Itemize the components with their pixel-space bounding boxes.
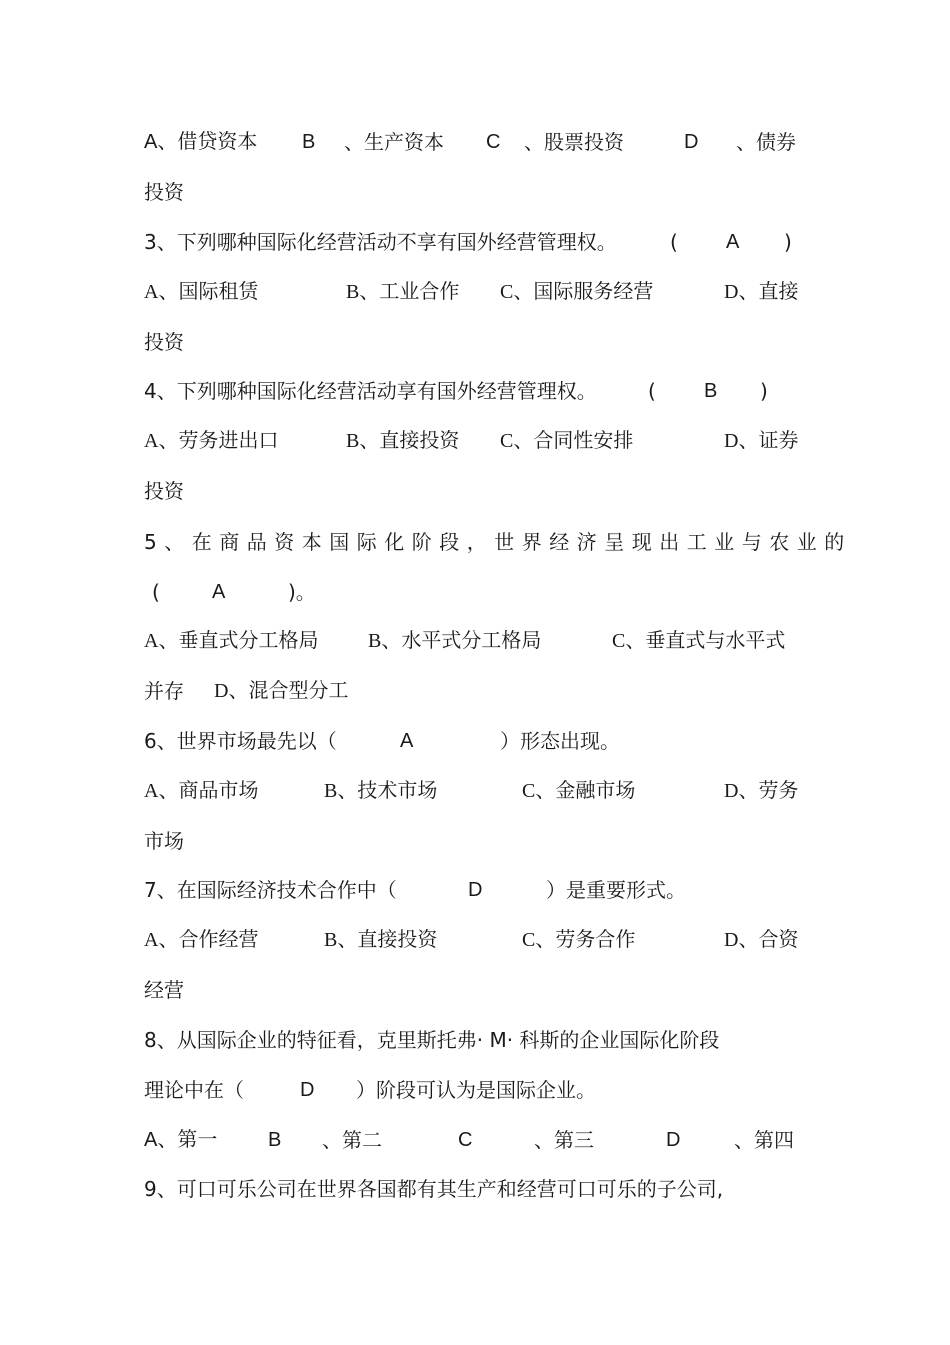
option-b: B、技术市场 — [324, 780, 438, 802]
option-d-letter: D — [666, 1129, 681, 1151]
q5-options-line — [144, 625, 809, 657]
option-c-text-wrap: 并存 — [144, 679, 184, 703]
answer-letter: D — [468, 879, 483, 901]
option-d-text-wrap: 投资 — [144, 180, 184, 204]
question-4 — [144, 375, 809, 407]
question-text: 5、在商品资本国际化阶段，世界经济呈现出工业与农业的 — [144, 530, 852, 554]
question-text: 9、可口可乐公司在世界各国都有其生产和经营可口可乐的子公司, — [144, 1177, 724, 1201]
option-c-letter: C — [458, 1129, 473, 1151]
question-text: 8、从国际企业的特征看，克里斯托弗· M· 科斯的企业国际化阶段 — [144, 1028, 720, 1052]
question-text-start: 理论中在（ — [144, 1078, 244, 1102]
q7-options-line — [144, 924, 809, 956]
answer-close-paren: ) — [784, 230, 792, 254]
option-a: A、劳务进出口 — [144, 430, 279, 452]
option-c: C、国际服务经营 — [500, 281, 654, 303]
question-text-start: 6、世界市场最先以（ — [144, 729, 337, 753]
option-d-text-wrap: 经营 — [144, 978, 184, 1002]
q5-options-continued — [144, 675, 809, 707]
option-c-text: 、第三 — [534, 1128, 594, 1152]
q2-options-continued — [144, 176, 809, 208]
answer-close-paren: )。 — [288, 580, 316, 604]
option-b-text: 、第二 — [322, 1128, 382, 1152]
option-d: D、直接 — [724, 281, 799, 303]
option-b-text: 、生产资本 — [344, 130, 444, 154]
question-text-end: ）是重要形式。 — [546, 878, 686, 902]
answer-open-paren: ( — [670, 230, 678, 254]
option-c: C、金融市场 — [522, 780, 636, 802]
answer-letter: D — [300, 1079, 315, 1101]
q2-options-line — [144, 126, 809, 158]
q6-options-continued — [144, 825, 809, 857]
answer-close-paren: ) — [760, 379, 768, 403]
option-c: C、劳务合作 — [522, 929, 636, 951]
option-c: C、垂直式与水平式 — [612, 630, 786, 652]
option-a: A、第一 — [144, 1129, 218, 1151]
option-b: B、水平式分工格局 — [368, 630, 542, 652]
q4-options-line — [144, 425, 809, 457]
answer-letter: B — [704, 380, 718, 402]
question-5 — [144, 526, 852, 558]
question-text: 4、下列哪种国际化经营活动享有国外经营管理权。 — [144, 379, 597, 403]
question-text-end: ）形态出现。 — [500, 729, 620, 753]
option-a: A、商品市场 — [144, 780, 259, 802]
question-3 — [144, 226, 809, 258]
option-d-letter: D — [684, 131, 699, 153]
option-b: B、直接投资 — [324, 929, 438, 951]
option-d: D、混合型分工 — [214, 680, 349, 702]
option-a: A、垂直式分工格局 — [144, 630, 319, 652]
q3-options-line — [144, 276, 809, 308]
q4-options-continued — [144, 475, 809, 507]
option-c: C、合同性安排 — [500, 430, 634, 452]
option-a: A、借贷资本 — [144, 131, 258, 153]
question-text-end: ）阶段可认为是国际企业。 — [356, 1078, 596, 1102]
question-8-continued — [144, 1074, 809, 1106]
option-b: B、工业合作 — [346, 281, 460, 303]
option-d-text-wrap: 投资 — [144, 479, 184, 503]
answer-letter: A — [726, 231, 740, 253]
answer-letter: A — [400, 730, 414, 752]
q7-options-continued — [144, 974, 809, 1006]
question-6 — [144, 725, 809, 757]
question-5-answer — [144, 576, 809, 608]
option-a: A、国际租赁 — [144, 281, 259, 303]
question-text-start: 7、在国际经济技术合作中（ — [144, 878, 397, 902]
option-c-text: 、股票投资 — [524, 130, 624, 154]
option-d-text-wrap: 市场 — [144, 829, 184, 853]
q6-options-line — [144, 775, 809, 807]
option-d: D、劳务 — [724, 780, 799, 802]
option-c-letter: C — [486, 131, 501, 153]
option-d-text: 、第四 — [734, 1128, 794, 1152]
answer-open-paren: ( — [152, 580, 160, 604]
option-d-text: 、债券 — [736, 130, 796, 154]
question-7 — [144, 874, 809, 906]
option-d: D、合资 — [724, 929, 799, 951]
answer-letter: A — [212, 581, 226, 603]
option-b: B、直接投资 — [346, 430, 460, 452]
question-9 — [144, 1173, 809, 1205]
q8-options-line — [144, 1124, 809, 1156]
q3-options-continued — [144, 326, 809, 358]
answer-open-paren: ( — [648, 379, 656, 403]
option-d: D、证券 — [724, 430, 799, 452]
option-a: A、合作经营 — [144, 929, 259, 951]
question-8 — [144, 1024, 809, 1056]
option-b-letter: B — [268, 1129, 282, 1151]
option-d-text-wrap: 投资 — [144, 330, 184, 354]
question-text: 3、下列哪种国际化经营活动不享有国外经营管理权。 — [144, 230, 617, 254]
option-b-letter: B — [302, 131, 316, 153]
